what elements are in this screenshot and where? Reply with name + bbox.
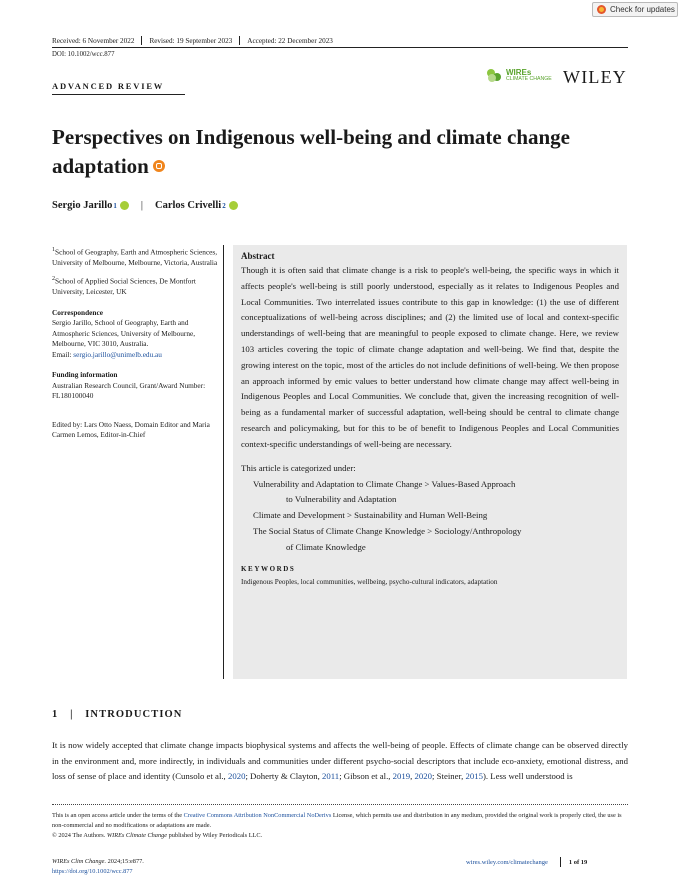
- page-number: 1 of 19: [568, 858, 588, 866]
- affiliation-text: School of Applied Social Sciences, De Montfort University, Leicester, UK: [52, 276, 196, 297]
- correspondence-heading: Correspondence: [52, 307, 103, 317]
- category-item[interactable]: Climate and Development > Sustainability and Human Well-Being: [253, 510, 488, 521]
- keywords-heading: KEYWORDS: [241, 564, 296, 573]
- abstract-text: Though it is often said that climate change is a risk to people's well-being, the specific ways in which it affects people's well-being is still poorly understood, especially as it relates to Indigenous Peoples and Local Communities. Two interrelated issues contribute to this gap in knowledge: (1) the use of different conceptualizations of well-being across disciplines; and (2) the limited use of local and context-specific understandings of well-being that are meaningful to people exposed to climate change. Here, we review 103 articles covering the topic of climate change adaptation and well-being. We find that, despite the growing interest on the topic, most of the articles do not include definitions of well-being. We then propose an approach informed by emic values to better understand how climate change may affect well-being in Indigenous Peoples and Local Communities. We conclude that, given the increasing recognition of well-being as a fundamental marker of successful adaptation, well-being should be central to climate change research and policymaking, but for this to be of benefit to Indigenous Peoples and Local Communities context-specific understandings of well-being are necessary.: [241, 265, 619, 449]
- paragraph-text: ; Doherty & Clayton,: [245, 771, 322, 782]
- citation-link[interactable]: 2019: [392, 771, 411, 782]
- journal-logo: [487, 69, 552, 82]
- affiliation-2: [52, 274, 218, 297]
- section-heading-text: INTRODUCTION: [85, 709, 183, 720]
- citation-link[interactable]: 2020: [227, 771, 246, 782]
- keywords-list: Indigenous Peoples, local communities, wellbeing, psycho-cultural indicators, adaptation: [241, 577, 498, 586]
- check-for-updates-label: Check for updates: [610, 5, 675, 14]
- footer-citation: [52, 857, 144, 877]
- affiliation-1: [52, 245, 218, 268]
- abstract-box: [233, 245, 627, 679]
- abstract-heading: Abstract: [241, 251, 275, 261]
- correspondence-text: Sergio Jarillo, School of Geography, Earth and Atmospheric Sciences, University of Melbourne, Melbourne, VIC 3010, Australia.: [52, 318, 196, 349]
- wires-logo-icon: [487, 69, 503, 82]
- accepted-date: Accepted: 22 December 2023: [247, 36, 333, 45]
- footer-journal: WIREs Clim Change.: [52, 858, 107, 865]
- revised-date: Revised: 19 September 2023: [149, 36, 233, 45]
- author-separator: |: [140, 200, 143, 211]
- received-date: Received: 6 November 2022: [52, 36, 135, 45]
- orcid-icon[interactable]: [120, 201, 129, 210]
- sidebar-divider: [223, 245, 224, 679]
- citation-link[interactable]: 2015: [465, 771, 483, 782]
- journal-logo-name: WIREs: [506, 68, 532, 77]
- section-type-underline: [52, 94, 185, 95]
- affiliation-text: School of Geography, Earth and Atmospheric Sciences, University of Melbourne, Melbourne, Victoria, Australia: [52, 247, 218, 267]
- author-name[interactable]: Sergio Jarillo: [52, 200, 113, 211]
- affiliation-number: 2: [52, 276, 56, 283]
- journal-site-link[interactable]: wires.wiley.com/climatechange: [466, 858, 548, 866]
- category-item-cont[interactable]: of Climate Knowledge: [286, 541, 366, 552]
- journal-logo-sub: CLIMATE CHANGE: [506, 76, 552, 82]
- section-heading: [52, 709, 182, 720]
- author-affiliation-marker[interactable]: 2: [222, 201, 226, 210]
- license-notice: [52, 811, 628, 840]
- article-title-text: Perspectives on Indigenous well-being and climate change adaptation: [52, 125, 570, 178]
- funding-heading: Funding information: [52, 370, 118, 380]
- section-heading-separator: |: [70, 709, 74, 720]
- paragraph-text: ). Less well understood is: [482, 771, 573, 782]
- footer-separator: [560, 857, 561, 867]
- section-type: ADVANCED REVIEW: [52, 81, 165, 91]
- affiliation-number: 1: [52, 247, 56, 253]
- paragraph-text: ; Steiner,: [432, 771, 466, 782]
- license-text: This is an open access article under the terms of the: [52, 812, 184, 819]
- citation-link[interactable]: 2011: [322, 771, 340, 782]
- categories-intro: This article is categorized under:: [241, 462, 356, 473]
- paragraph-text: It is now widely accepted that climate change impacts biophysical systems and affects the well-being of people. Effects of climate change can be observed directly in the environment and, more indirectly, in individuals and communities under different psycho-social descriptors that include eco-anxiety, emotional distress, and loss of sense of place and identity (Cunsolo et al.,: [52, 740, 628, 782]
- author-list: [52, 200, 238, 211]
- email-link[interactable]: sergio.jarillo@unimelb.edu.au: [73, 349, 162, 359]
- copyright-journal: WIREs Climate Change: [106, 831, 168, 839]
- author-affiliation-marker[interactable]: 1: [113, 201, 117, 210]
- date-separator: [239, 36, 240, 45]
- license-link[interactable]: Creative Commons Attribution NonCommercial NoDerivs: [183, 812, 332, 819]
- author-name[interactable]: Carlos Crivelli: [154, 200, 222, 211]
- open-access-icon: [153, 160, 165, 172]
- citation-link[interactable]: 2020: [414, 771, 433, 782]
- copyright-text: published by Wiley Periodicals LLC.: [167, 831, 263, 839]
- license-text: License, which permits use and distribution in any medium, provided the original work is properly cited, the use is non-commercial and no modifications or adaptations are made.: [52, 812, 622, 829]
- footer-doi-link[interactable]: https://doi.org/10.1002/wcc.877: [52, 868, 133, 875]
- category-item-cont[interactable]: to Vulnerability and Adaptation: [286, 494, 397, 505]
- edited-by: Edited by: Lars Otto Naess, Domain Editor and Maria Carmen Lemos, Editor-in-Chief: [52, 419, 210, 440]
- email-label: Email:: [52, 349, 74, 359]
- header-rule: [52, 47, 628, 48]
- category-item[interactable]: Vulnerability and Adaptation to Climate Change > Values-Based Approach: [253, 478, 516, 489]
- introduction-paragraph: [52, 738, 628, 785]
- publisher-logo: WILEY: [563, 67, 627, 87]
- copyright-text: © 2024 The Authors.: [52, 831, 107, 839]
- funding-text: Australian Research Council, Grant/Award Number: FL180100040: [52, 380, 206, 401]
- category-list: [253, 477, 619, 556]
- article-title: [52, 123, 642, 181]
- article-doi: DOI: 10.1002/wcc.877: [52, 51, 115, 58]
- footer-volume: 2024;15:e877.: [106, 858, 144, 865]
- article-info-sidebar: [52, 245, 218, 441]
- orcid-icon[interactable]: [229, 201, 238, 210]
- publication-dates: [52, 36, 333, 45]
- footnote-divider: [52, 804, 628, 805]
- paragraph-text: ,: [410, 771, 415, 782]
- paragraph-text: ; Gibson et al.,: [339, 771, 393, 782]
- category-item[interactable]: The Social Status of Climate Change Knowledge > Sociology/Anthropology: [253, 525, 522, 536]
- footer-right: [466, 857, 587, 867]
- date-separator: [141, 36, 142, 45]
- crossmark-icon: [597, 5, 606, 14]
- section-number: 1: [52, 709, 59, 720]
- check-for-updates-button[interactable]: [592, 2, 678, 17]
